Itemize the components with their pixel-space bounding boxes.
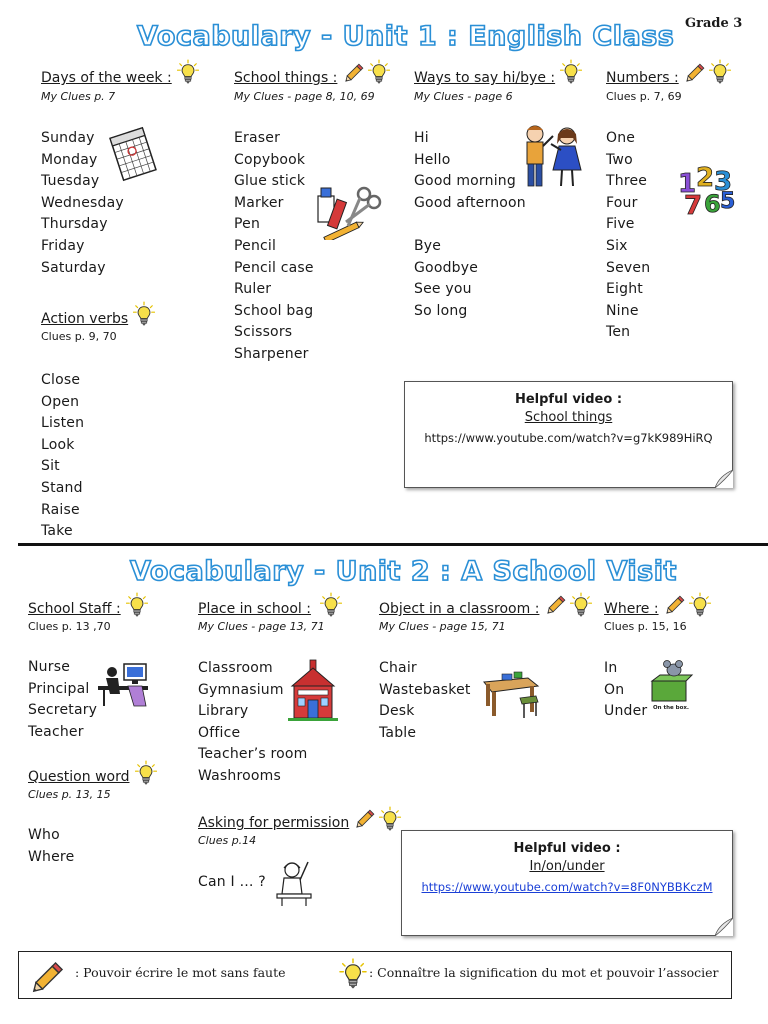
- mouse-on-box-image: [648, 659, 694, 713]
- where-list: [604, 658, 647, 723]
- legend-box: [18, 951, 732, 999]
- question-clue: Clues p. 13, 15: [28, 788, 111, 801]
- list-item: Where: [28, 848, 75, 865]
- list-item: Ten: [606, 324, 631, 341]
- hibye-heading: Ways to say hi/bye :: [414, 70, 556, 86]
- student-raising-hand-icon: [274, 856, 316, 908]
- list-item: Look: [41, 436, 75, 453]
- list-item: Tuesday: [41, 173, 100, 190]
- list-item: Gymnasium: [198, 681, 284, 698]
- list-item: Nine: [606, 302, 639, 319]
- pencil-icon: [343, 60, 367, 84]
- list-item: Nurse: [28, 659, 71, 675]
- list-item: Monday: [41, 151, 98, 168]
- pencil-icon: [354, 806, 378, 830]
- list-item: Seven: [606, 259, 651, 276]
- staff-list: [28, 657, 97, 743]
- section-divider: [18, 543, 768, 546]
- question-section: [28, 766, 157, 786]
- question-list: [28, 825, 74, 868]
- list-item: One: [606, 130, 636, 146]
- schoolhouse-icon: [286, 658, 340, 722]
- school-things-clue: My Clues - page 8, 10, 69: [234, 90, 375, 103]
- bulb-icon: [379, 806, 401, 832]
- staff-clue: Clues p. 13 ,70: [28, 620, 111, 633]
- video-heading: Helpful video :: [514, 392, 623, 407]
- bulb-icon: [177, 59, 199, 85]
- list-item: Chair: [379, 660, 417, 676]
- numbers-list: [606, 128, 650, 344]
- bulb-icon: [126, 592, 148, 618]
- list-item: Close: [41, 372, 81, 388]
- place-section: [198, 598, 342, 618]
- video-link[interactable]: https://www.youtube.com/watch?v=8F0NYBBKczM: [421, 880, 713, 894]
- list-item: Take: [41, 523, 73, 540]
- object-list: [379, 658, 471, 744]
- numbers-section: [606, 67, 731, 86]
- list-item: Table: [379, 724, 417, 741]
- list-item: Thursday: [41, 216, 108, 233]
- list-item: Classroom: [198, 660, 273, 676]
- list-item: Six: [606, 237, 628, 254]
- legend-bulb-text: : Connaître la signification du mot et pouvoir l’associer: [369, 965, 719, 980]
- action-clue: Clues p. 9, 70: [41, 330, 117, 343]
- school-things-section: [234, 67, 390, 86]
- list-item: Hi: [414, 130, 429, 146]
- helpful-video-box-unit2: [401, 830, 733, 936]
- bulb-icon: [339, 958, 367, 990]
- staff-heading: School Staff :: [28, 601, 121, 617]
- svg-text:5: 5: [720, 189, 736, 214]
- pencil-icon: [684, 60, 708, 84]
- list-item: See you: [414, 281, 472, 298]
- bulb-icon: [709, 59, 731, 85]
- hibye-clue: My Clues - page 6: [414, 90, 513, 103]
- image-caption: On the box.: [652, 705, 690, 711]
- list-item: Ruler: [234, 281, 272, 298]
- list-item: Listen: [41, 415, 85, 432]
- list-item: Open: [41, 393, 80, 410]
- list-item: Hello: [414, 151, 451, 168]
- bulb-icon: [135, 760, 157, 786]
- colorful-numbers-icon: [676, 160, 742, 218]
- list-item: Pencil: [234, 237, 277, 254]
- list-item: Bye: [414, 238, 442, 254]
- list-item: Wednesday: [41, 194, 124, 211]
- video-link[interactable]: https://www.youtube.com/watch?v=g7kK989HiRQ: [424, 431, 713, 445]
- days-clue: My Clues p. 7: [41, 90, 116, 103]
- bulb-icon: [320, 592, 342, 618]
- permission-clue: Clues p.14: [198, 834, 257, 847]
- list-item: Glue stick: [234, 173, 306, 190]
- list-item: Secretary: [28, 702, 98, 719]
- list-item: Pen: [234, 216, 261, 233]
- mouse-on-box-icon: [648, 659, 694, 703]
- list-item: Library: [198, 703, 249, 720]
- grade-label: Grade 3: [685, 16, 743, 31]
- list-item: Pencil case: [234, 259, 314, 276]
- object-section: [379, 598, 592, 618]
- list-item: Copybook: [234, 151, 306, 168]
- days-section: [41, 67, 199, 86]
- legend-pencil-text: : Pouvoir écrire le mot sans faute: [75, 965, 286, 980]
- permission-phrase: Can I … ?: [198, 874, 266, 890]
- list-item: Wastebasket: [379, 681, 471, 698]
- list-item: Desk: [379, 703, 415, 720]
- calendar-icon: [108, 124, 158, 184]
- kids-waving-icon: [515, 122, 587, 192]
- staff-section: [28, 598, 148, 618]
- list-item: Eraser: [234, 130, 281, 146]
- list-item: Marker: [234, 194, 284, 211]
- bulb-icon: [560, 59, 582, 85]
- svg-text:6: 6: [704, 190, 721, 218]
- list-item: Good afternoon: [414, 194, 526, 211]
- page-curl-icon: [715, 918, 733, 936]
- bulb-icon: [133, 301, 155, 327]
- list-item: Teacher: [28, 723, 84, 740]
- svg-text:7: 7: [684, 191, 703, 218]
- action-section: [41, 308, 155, 327]
- list-item: Good morning: [414, 173, 516, 190]
- list-item: In: [604, 660, 618, 676]
- list-item: Five: [606, 216, 635, 233]
- list-item: Two: [606, 151, 633, 168]
- bulb-icon: [689, 592, 711, 618]
- list-item: Who: [28, 827, 60, 843]
- permission-section: [198, 812, 401, 832]
- question-heading: Question word: [28, 769, 130, 785]
- list-item: Friday: [41, 237, 85, 254]
- days-heading: Days of the week :: [41, 70, 172, 86]
- pencil-icon: [545, 592, 569, 616]
- school-supplies-icon: [312, 182, 382, 240]
- school-things-heading: School things :: [234, 70, 338, 86]
- where-heading: Where :: [604, 601, 659, 617]
- video-heading: Helpful video :: [513, 841, 621, 856]
- list-item: Sunday: [41, 130, 95, 146]
- list-item: Sharpener: [234, 345, 309, 362]
- list-item: On: [604, 681, 625, 698]
- hi-list: [414, 128, 526, 214]
- object-clue: My Clues - page 15, 71: [379, 620, 506, 633]
- video-subject: In/on/under: [529, 859, 605, 874]
- bulb-icon: [368, 59, 390, 85]
- list-item: Scissors: [234, 324, 293, 341]
- list-item: Eight: [606, 281, 643, 298]
- unit1-title: Vocabulary - Unit 1 : English Class: [137, 21, 675, 52]
- place-heading: Place in school :: [198, 601, 311, 617]
- list-item: Stand: [41, 479, 83, 496]
- secretary-computer-icon: [94, 660, 154, 710]
- list-item: Sit: [41, 458, 60, 475]
- svg-text:3: 3: [714, 167, 733, 197]
- classroom-desk-icon: [478, 668, 544, 720]
- pencil-icon: [664, 592, 688, 616]
- permission-heading: Asking for permission: [198, 815, 350, 831]
- place-clue: My Clues - page 13, 71: [198, 620, 325, 633]
- list-item: Four: [606, 194, 638, 211]
- list-item: Washrooms: [198, 767, 282, 784]
- svg-text:2: 2: [696, 163, 715, 193]
- bulb-icon: [570, 592, 592, 618]
- list-item: So long: [414, 302, 468, 319]
- action-list: [41, 370, 84, 543]
- unit2-title: Vocabulary - Unit 2 : A School Visit: [130, 556, 677, 587]
- list-item: Saturday: [41, 259, 106, 276]
- list-item: Office: [198, 724, 241, 741]
- numbers-heading: Numbers :: [606, 70, 679, 86]
- hibye-section: [414, 67, 582, 86]
- helpful-video-box-unit1: [404, 381, 733, 488]
- school-things-list: [234, 128, 314, 366]
- list-item: Under: [604, 703, 648, 720]
- pencil-icon: [29, 956, 69, 996]
- list-item: Raise: [41, 501, 80, 518]
- where-section: [604, 598, 711, 618]
- list-item: School bag: [234, 302, 314, 319]
- action-heading: Action verbs: [41, 311, 129, 327]
- list-item: Teacher’s room: [198, 746, 308, 763]
- where-clue: Clues p. 15, 16: [604, 620, 687, 633]
- object-heading: Object in a classroom :: [379, 601, 540, 617]
- svg-text:1: 1: [678, 169, 697, 199]
- list-item: Three: [606, 173, 648, 190]
- bye-list: [414, 236, 478, 322]
- page-curl-icon: [715, 470, 733, 488]
- numbers-clue: Clues p. 7, 69: [606, 90, 682, 103]
- list-item: Goodbye: [414, 259, 479, 276]
- list-item: Principal: [28, 680, 90, 697]
- video-subject: School things: [524, 410, 613, 425]
